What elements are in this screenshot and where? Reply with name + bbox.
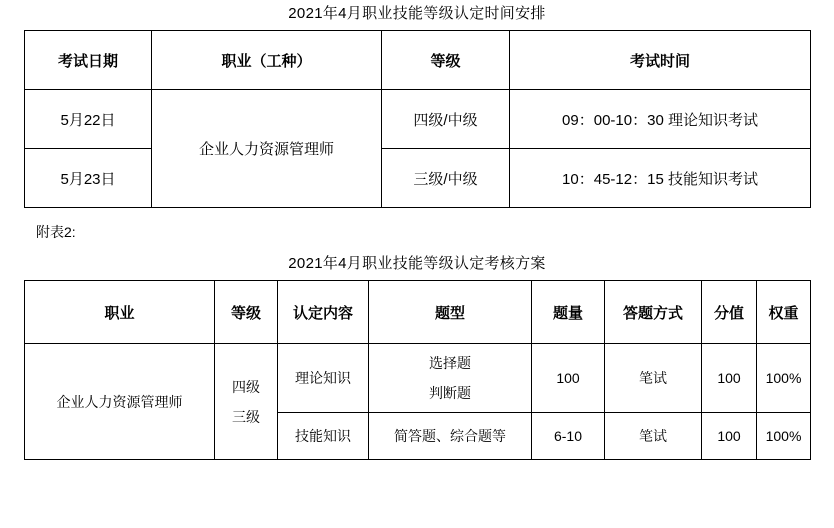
- cell-exam-date-1: 5月22日: [25, 90, 152, 149]
- cell-question-count-skill: 6-10: [532, 413, 605, 460]
- cell-levels: [215, 344, 278, 460]
- cell-occupation: 企业人力资源管理师: [152, 90, 382, 208]
- appendix-note: 附表2:: [36, 224, 76, 240]
- question-type-1: 选择题: [429, 355, 471, 371]
- column-header-content: 认定内容: [278, 281, 369, 344]
- cell-level-1: 四级/中级: [382, 90, 510, 149]
- column-header-exam-date: 考试日期: [25, 31, 152, 90]
- table-row: [25, 149, 811, 208]
- column-header-question-count: 题量: [532, 281, 605, 344]
- column-header-exam-time: 考试时间: [510, 31, 811, 90]
- level-value-2: 三级: [232, 408, 260, 425]
- assessment-plan-table: [24, 280, 811, 460]
- column-header-occupation: 职业（工种）: [152, 31, 382, 90]
- cell-weight-theory: 100%: [757, 344, 811, 413]
- table-header-row: [25, 31, 811, 90]
- table-row: [25, 344, 811, 413]
- table-header-row: [25, 281, 811, 344]
- question-type-2: 判断题: [429, 385, 471, 401]
- column-header-question-type: 题型: [369, 281, 532, 344]
- cell-question-types-theory: [369, 344, 532, 413]
- cell-content-skill: 技能知识: [278, 413, 369, 460]
- cell-answer-method-skill: 笔试: [605, 413, 702, 460]
- cell-level-2: 三级/中级: [382, 149, 510, 208]
- section1-title: 2021年4月职业技能等级认定时间安排: [288, 5, 546, 22]
- cell-exam-date-2: 5月23日: [25, 149, 152, 208]
- column-header-level: 等级: [215, 281, 278, 344]
- column-header-answer-method: 答题方式: [605, 281, 702, 344]
- column-header-weight: 权重: [757, 281, 811, 344]
- exam-schedule-table: [24, 30, 811, 208]
- cell-question-types-skill: 简答题、综合题等: [369, 413, 532, 460]
- column-header-occupation: 职业: [25, 281, 215, 344]
- level-value-1: 四级: [232, 378, 260, 395]
- cell-occupation: 企业人力资源管理师: [25, 344, 215, 460]
- cell-exam-time-2: 10：45-12：15 技能知识考试: [510, 149, 811, 208]
- cell-score-theory: 100: [702, 344, 757, 413]
- column-header-score: 分值: [702, 281, 757, 344]
- section2-title: 2021年4月职业技能等级认定考核方案: [288, 255, 546, 272]
- cell-exam-time-1: 09：00-10：30 理论知识考试: [510, 90, 811, 149]
- cell-answer-method-theory: 笔试: [605, 344, 702, 413]
- cell-weight-skill: 100%: [757, 413, 811, 460]
- cell-question-count-theory: 100: [532, 344, 605, 413]
- table-row: [25, 90, 811, 149]
- cell-score-skill: 100: [702, 413, 757, 460]
- column-header-level: 等级: [382, 31, 510, 90]
- cell-content-theory: 理论知识: [278, 344, 369, 413]
